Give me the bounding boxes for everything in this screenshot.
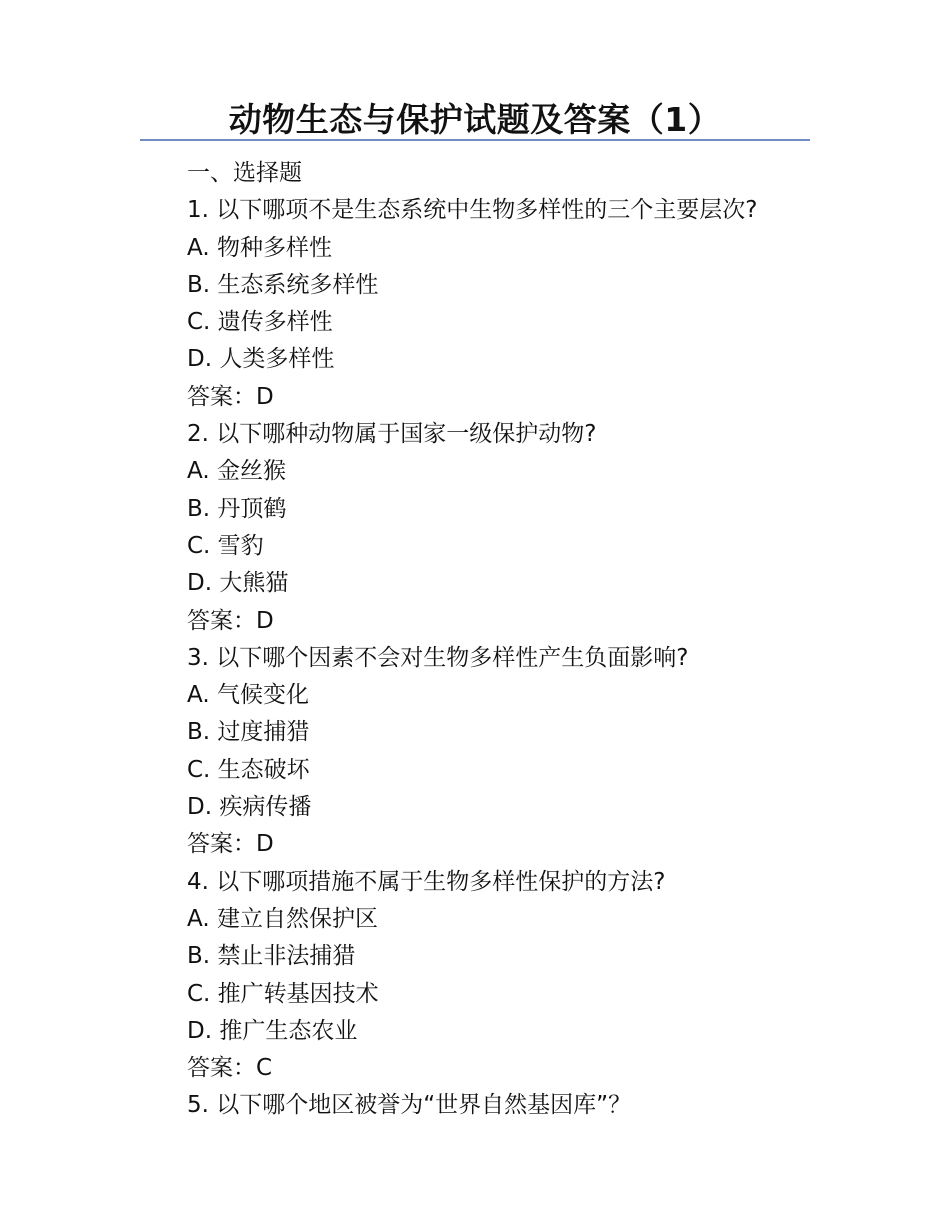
option-d: D. 疾病传播 — [187, 794, 312, 821]
document-body — [187, 155, 827, 1125]
title-underline — [140, 139, 810, 141]
option-c: C. 雪豹 — [187, 532, 264, 559]
option-a: A. 物种多样性 — [187, 234, 332, 261]
option-a: A. 建立自然保护区 — [187, 905, 378, 932]
section-heading: 一、选择题 — [187, 160, 302, 186]
option-b: B. 丹顶鹤 — [187, 495, 287, 522]
option-b: B. 禁止非法捕猎 — [187, 943, 356, 970]
option-d: D. 人类多样性 — [187, 346, 335, 373]
question-text: 4. 以下哪项措施不属于生物多样性保护的方法? — [187, 868, 666, 895]
answer-text: 答案：C — [187, 1055, 273, 1082]
question-text: 3. 以下哪个因素不会对生物多样性产生负面影响? — [187, 644, 689, 671]
answer-text: 答案：D — [187, 831, 274, 858]
question-block-1 — [187, 192, 827, 416]
option-d: D. 大熊猫 — [187, 570, 289, 597]
answer-text: 答案：D — [187, 607, 274, 634]
answer-text: 答案：D — [187, 383, 274, 410]
option-d: D. 推广生态农业 — [187, 1017, 358, 1044]
option-b: B. 生态系统多样性 — [187, 271, 379, 298]
question-block-2 — [187, 416, 827, 640]
option-a: A. 气候变化 — [187, 682, 309, 709]
question-text: 2. 以下哪种动物属于国家一级保护动物? — [187, 421, 597, 448]
question-block-3 — [187, 640, 827, 864]
question-text: 5. 以下哪个地区被誉为“世界自然基因库”？ — [187, 1092, 632, 1119]
document-title: 动物生态与保护试题及答案（1） — [228, 100, 722, 139]
option-c: C. 推广转基因技术 — [187, 980, 379, 1007]
option-c: C. 遗传多样性 — [187, 309, 333, 336]
question-text: 1. 以下哪项不是生态系统中生物多样性的三个主要层次? — [187, 197, 758, 224]
question-block-5 — [187, 1087, 827, 1124]
option-a: A. 金丝猴 — [187, 458, 286, 485]
option-c: C. 生态破坏 — [187, 756, 310, 783]
option-b: B. 过度捕猎 — [187, 719, 310, 746]
question-block-4 — [187, 864, 827, 1088]
